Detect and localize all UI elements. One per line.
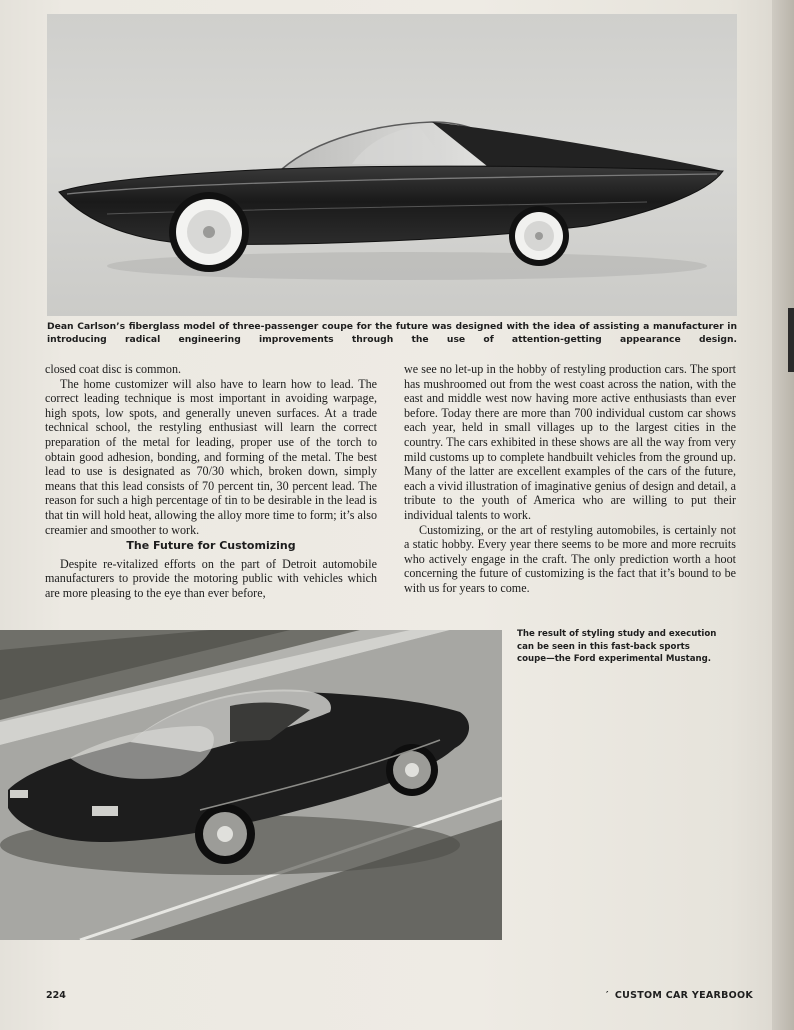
article-left-column — [45, 362, 377, 601]
section-subheading: The Future for Customizing — [126, 539, 296, 553]
running-title: CUSTOM CAR YEARBOOK — [614, 990, 754, 1001]
mustang-illustration — [0, 630, 502, 940]
left-paragraph-2: The home customizer will also have to learn how to lead. The correct leading technique is most important in avoiding warpage, high spots, low spots, and generally uneven surfaces. At a trade technical school, the restyling enthusiast will learn the correct preparation of the metal for leading, proper use of the torch to obtain good adhesion, bonding, and forming of the metal. The best lead to use is designated as 70/30 which, broken down, simply means that this lead consists of 70 percent tin, 30 percent lead. The reason for such a high percentage of tin to be desirable in the lead is that tin will hold heat, allowing the alloy more time to form; it’s also creamier and smoother to work. — [45, 376, 377, 537]
left-paragraph-3: Despite re-vitalized efforts on the part of Detroit automobile manufacturers to provide the motoring public with vehicles which are more pleasing to the eye than ever before, — [45, 556, 377, 600]
coupe-model-illustration — [47, 14, 737, 316]
top-photo-caption: Dean Carlson’s fiberglass model of three-passenger coupe for the future was designed with the idea of assisting a manufacturer in introducing radical engineering improvements through the use of attention-getting appearance design. — [47, 321, 737, 345]
mustang-photo — [0, 630, 502, 940]
left-paragraph-1: closed coat disc is common. — [45, 362, 182, 376]
page-number: 224 — [46, 990, 66, 1001]
bottom-photo-caption: The result of styling study and execution can be seen in this fast-back sports coupe—the Ford experimental Mustang. — [517, 629, 717, 664]
page-edge-shadow — [772, 0, 794, 1030]
coupe-model-photo — [47, 14, 737, 316]
right-paragraph-2: Customizing, or the art of restyling automobiles, is certainly not a static hobby. Every year there seems to be more and more recruits who actively engage in the craft. The only prediction worth a hoot concerning the future of customizing is the fact that it’s bound to be with us for years to come. — [404, 522, 736, 595]
right-paragraph-1: we see no let-up in the hobby of restyling production cars. The sport has mushroomed out from the west coast across the nation, with the east and middle west now having more active enthusiasts than ever before. Today there are more than 700 individual custom car shows each year, held in small villages up to the largest cities in the country. The cars exhibited in these shows are all the way from very mild customs up to complete handbuilt vehicles from the ground up. Many of the latter are excellent examples of the cars of the future, each a vivid illustration of imaginative genius of design and detail, a tribute to the youth of America who are willing to put their individual talents to work. — [404, 362, 736, 522]
page-edge-tab — [788, 308, 794, 372]
article-right-column — [404, 362, 736, 596]
footer-ornament: ′ — [606, 990, 609, 1001]
running-footer — [606, 990, 753, 1001]
